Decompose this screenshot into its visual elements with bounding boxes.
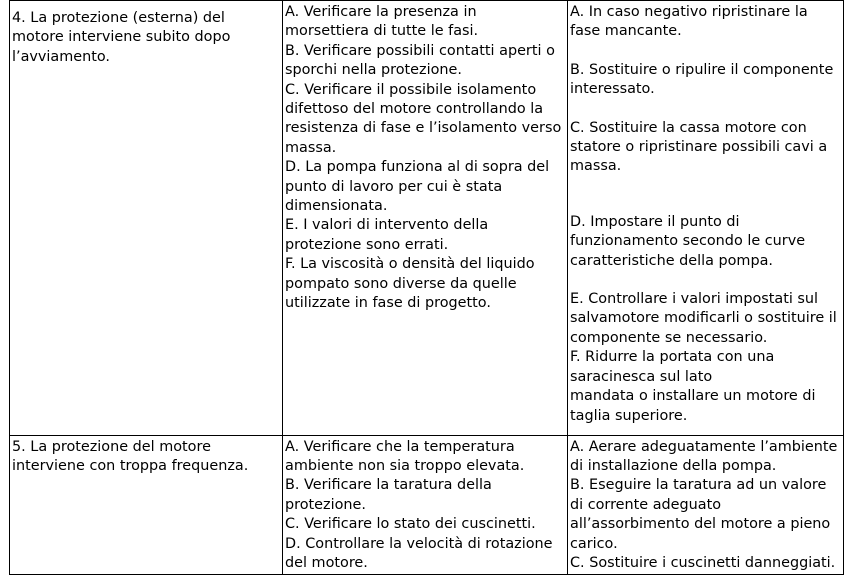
- cause-item: D. Controllare la velocità di rotazione del motore.: [285, 535, 553, 572]
- problem-text: 4. La protezione (esterna) del motore interviene subito dopo l’avviamento.: [12, 10, 231, 65]
- problem-cell: [10, 435, 283, 574]
- spacer: [570, 271, 841, 290]
- causes-cell: [283, 435, 568, 574]
- remedy-item: mandata o installare un motore di taglia superiore.: [570, 388, 816, 424]
- remedy-item: F. Ridurre la portata con una saracinesca sul lato: [570, 349, 775, 385]
- causes-cell: [283, 1, 568, 436]
- remedy-item: A. Aerare adeguatamente l’ambiente di installazione della pompa.: [570, 438, 838, 475]
- remedy-item: C. Sostituire la cassa motore con statore o ripristinare possibili cavi a massa.: [570, 119, 828, 175]
- cause-item: B. Verificare possibili contatti aperti o sporchi nella protezione.: [285, 42, 555, 79]
- cause-item: E. I valori di intervento della protezione sono errati.: [285, 217, 489, 253]
- cause-item: A. Verificare la presenza in morsettiera di tutte le fasi.: [285, 4, 479, 40]
- remedy-item: B. Sostituire o ripulire il componente interessato.: [570, 61, 834, 98]
- table-row: [10, 1, 844, 436]
- remedy-item: E. Controllare i valori impostati sul salvamotore modificarli o sostituire il componente se necessario.: [570, 291, 837, 346]
- table-row: [10, 435, 844, 574]
- remedy-item: A. In caso negativo ripristinare la fase mancante.: [570, 4, 808, 40]
- remedies-cell: [568, 1, 844, 436]
- cause-item: B. Verificare la taratura della protezione.: [285, 477, 492, 513]
- remedy-item: B. Eseguire la taratura ad un valore di corrente adeguato all’assorbimento del motore a pieno carico.: [570, 477, 831, 552]
- spacer: [570, 100, 841, 119]
- problem-cell: [10, 1, 283, 436]
- remedy-item: C. Sostituire i cuscinetti danneggiati.: [570, 555, 836, 572]
- cause-item: A. Verificare che la temperatura ambiente non sia troppo elevata.: [285, 438, 525, 475]
- cause-item: D. La pompa funziona al di sopra del punto di lavoro per cui è stata dimensionata.: [285, 159, 550, 215]
- spacer: [570, 177, 841, 213]
- remedy-item: D. Impostare il punto di funzionamento secondo le curve caratteristiche della pompa.: [570, 213, 806, 269]
- remedies-cell: [568, 435, 844, 574]
- troubleshooting-table: [9, 0, 844, 575]
- cause-item: C. Verificare il possibile isolamento difettoso del motore controllando la resistenza di fase e l’isolamento verso massa.: [285, 81, 562, 156]
- cause-item: C. Verificare lo stato dei cuscinetti.: [285, 516, 536, 533]
- spacer: [570, 42, 841, 61]
- problem-text: 5. La protezione del motore interviene con troppa frequenza.: [12, 438, 249, 475]
- cause-item: F. La viscosità o densità del liquido pompato sono diverse da quelle utilizzate in fase di progetto.: [285, 256, 535, 312]
